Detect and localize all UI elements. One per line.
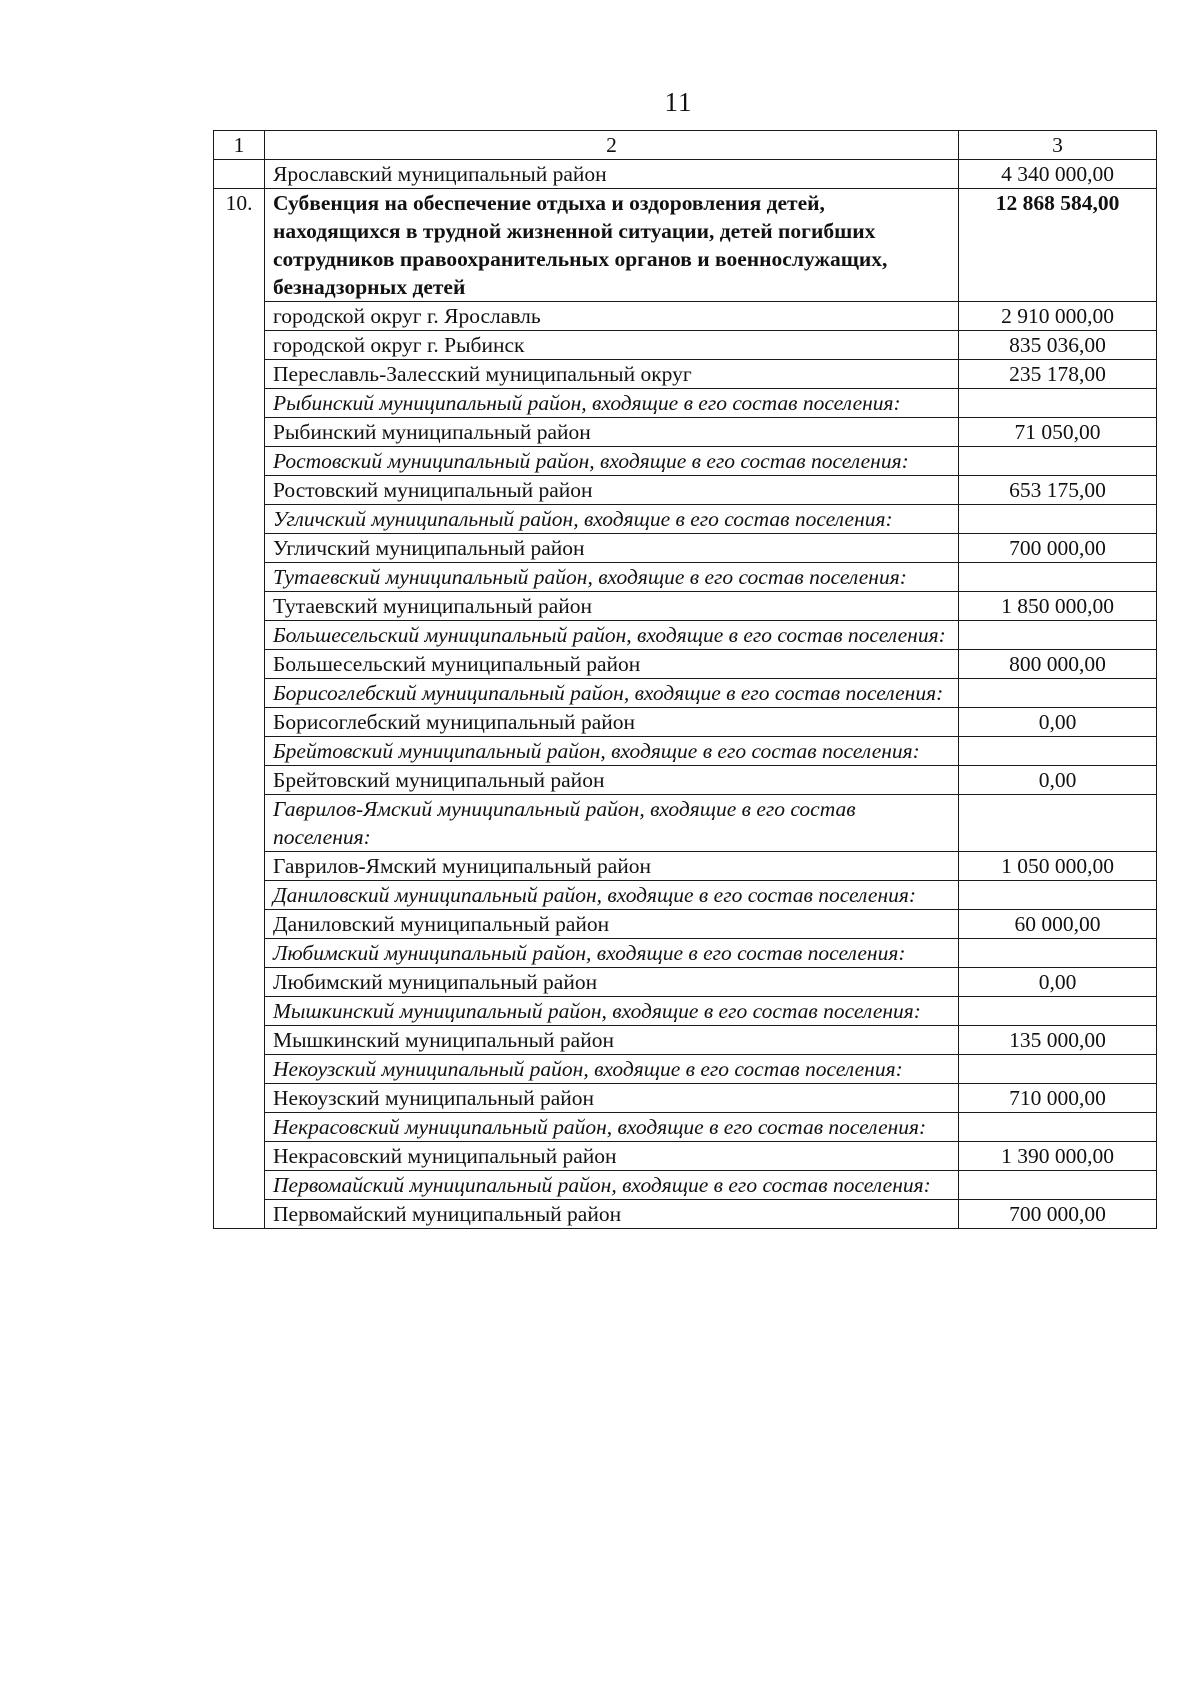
row-number-cell xyxy=(214,997,265,1026)
row-number-cell xyxy=(214,1171,265,1200)
group-heading-cell: Даниловский муниципальный район, входящие в его состав поселения: xyxy=(265,881,959,910)
row-number-cell xyxy=(214,766,265,795)
table-header-row xyxy=(214,131,1157,160)
amount-cell: 135 000,00 xyxy=(959,1026,1157,1055)
row-number-cell xyxy=(214,621,265,650)
group-heading-cell: Мышкинский муниципальный район, входящие в его состав поселения: xyxy=(265,997,959,1026)
amount-cell: 710 000,00 xyxy=(959,1084,1157,1113)
amount-cell xyxy=(959,737,1157,766)
district-name-cell: Переславль-Залесский муниципальный округ xyxy=(265,360,959,389)
amount-cell: 653 175,00 xyxy=(959,476,1157,505)
amount-cell: 800 000,00 xyxy=(959,650,1157,679)
amount-cell xyxy=(959,1113,1157,1142)
amount-cell: 835 036,00 xyxy=(959,331,1157,360)
row-number-cell xyxy=(214,708,265,737)
row-number-cell xyxy=(214,795,265,852)
row-number-cell xyxy=(214,302,265,331)
district-name-cell: Брейтовский муниципальный район xyxy=(265,766,959,795)
row-number-cell xyxy=(214,650,265,679)
table-row xyxy=(214,476,1157,505)
row-number-cell xyxy=(214,852,265,881)
amount-cell xyxy=(959,621,1157,650)
section-title-cell: Субвенция на обеспечение отдыха и оздоровления детей, находящихся в трудной жизненной ситуации, детей погибших сотрудников правоохранительных органов и военнослужащих, безнадзорных детей xyxy=(265,189,959,302)
amount-cell: 1 050 000,00 xyxy=(959,852,1157,881)
group-heading-cell: Некрасовский муниципальный район, входящие в его состав поселения: xyxy=(265,1113,959,1142)
amount-cell: 700 000,00 xyxy=(959,1200,1157,1229)
table-row xyxy=(214,389,1157,418)
group-heading-cell: Рыбинский муниципальный район, входящие в его состав поселения: xyxy=(265,389,959,418)
district-name-cell: Гаврилов-Ямский муниципальный район xyxy=(265,852,959,881)
table-row xyxy=(214,852,1157,881)
table-row xyxy=(214,939,1157,968)
amount-cell xyxy=(959,1055,1157,1084)
district-name-cell: Угличский муниципальный район xyxy=(265,534,959,563)
amount-cell: 700 000,00 xyxy=(959,534,1157,563)
row-number-cell xyxy=(214,563,265,592)
table-row xyxy=(214,795,1157,852)
row-number-cell xyxy=(214,968,265,997)
row-number-cell xyxy=(214,1055,265,1084)
amount-cell xyxy=(959,447,1157,476)
group-heading-cell: Гаврилов-Ямский муниципальный район, входящие в его состав поселения: xyxy=(265,795,959,852)
table-row xyxy=(214,534,1157,563)
group-heading-cell: Ростовский муниципальный район, входящие в его состав поселения: xyxy=(265,447,959,476)
row-number-cell xyxy=(214,1026,265,1055)
row-number-cell xyxy=(214,592,265,621)
amount-cell: 1 850 000,00 xyxy=(959,592,1157,621)
district-name-cell: Мышкинский муниципальный район xyxy=(265,1026,959,1055)
district-name-cell: Первомайский муниципальный район xyxy=(265,1200,959,1229)
district-name-cell: Ростовский муниципальный район xyxy=(265,476,959,505)
table-row xyxy=(214,563,1157,592)
amount-cell xyxy=(959,1171,1157,1200)
table-row xyxy=(214,1055,1157,1084)
district-name-cell: Даниловский муниципальный район xyxy=(265,910,959,939)
row-number-cell xyxy=(214,160,265,189)
district-name-cell: городской округ г. Ярославль xyxy=(265,302,959,331)
amount-cell: 0,00 xyxy=(959,766,1157,795)
table-row xyxy=(214,592,1157,621)
table-row xyxy=(214,1171,1157,1200)
district-name-cell: Некоузский муниципальный район xyxy=(265,1084,959,1113)
table-row xyxy=(214,621,1157,650)
group-heading-cell: Любимский муниципальный район, входящие в его состав поселения: xyxy=(265,939,959,968)
table-row xyxy=(214,331,1157,360)
table-row xyxy=(214,766,1157,795)
row-number-cell xyxy=(214,389,265,418)
row-number-cell xyxy=(214,534,265,563)
table-row xyxy=(214,360,1157,389)
amount-cell: 2 910 000,00 xyxy=(959,302,1157,331)
row-number-cell: 10. xyxy=(214,189,265,302)
table-row xyxy=(214,708,1157,737)
table-row xyxy=(214,650,1157,679)
column-header-amount: 3 xyxy=(959,131,1157,160)
row-number-cell xyxy=(214,1142,265,1171)
table-row xyxy=(214,160,1157,189)
district-name-cell: Тутаевский муниципальный район xyxy=(265,592,959,621)
group-heading-cell: Брейтовский муниципальный район, входящие в его состав поселения: xyxy=(265,737,959,766)
district-name-cell: Некрасовский муниципальный район xyxy=(265,1142,959,1171)
amount-cell xyxy=(959,997,1157,1026)
amount-cell xyxy=(959,939,1157,968)
district-name-cell: Любимский муниципальный район xyxy=(265,968,959,997)
group-heading-cell: Угличский муниципальный район, входящие в его состав поселения: xyxy=(265,505,959,534)
row-number-cell xyxy=(214,331,265,360)
table-row xyxy=(214,1200,1157,1229)
amount-cell: 12 868 584,00 xyxy=(959,189,1157,302)
row-number-cell xyxy=(214,1113,265,1142)
district-name-cell: Борисоглебский муниципальный район xyxy=(265,708,959,737)
table-row xyxy=(214,1084,1157,1113)
district-name-cell: Ярославский муниципальный район xyxy=(265,160,959,189)
column-header-number: 1 xyxy=(214,131,265,160)
group-heading-cell: Тутаевский муниципальный район, входящие в его состав поселения: xyxy=(265,563,959,592)
amount-cell: 71 050,00 xyxy=(959,418,1157,447)
group-heading-cell: Первомайский муниципальный район, входящие в его состав поселения: xyxy=(265,1171,959,1200)
row-number-cell xyxy=(214,476,265,505)
amount-cell xyxy=(959,389,1157,418)
amount-cell xyxy=(959,881,1157,910)
column-header-name: 2 xyxy=(265,131,959,160)
table-row xyxy=(214,505,1157,534)
table-row xyxy=(214,447,1157,476)
table-row xyxy=(214,737,1157,766)
row-number-cell xyxy=(214,679,265,708)
row-number-cell xyxy=(214,939,265,968)
district-name-cell: Рыбинский муниципальный район xyxy=(265,418,959,447)
amount-cell: 0,00 xyxy=(959,968,1157,997)
table-row xyxy=(214,679,1157,708)
table-row xyxy=(214,997,1157,1026)
row-number-cell xyxy=(214,1200,265,1229)
row-number-cell xyxy=(214,881,265,910)
district-name-cell: Большесельский муниципальный район xyxy=(265,650,959,679)
group-heading-cell: Большесельский муниципальный район, входящие в его состав поселения: xyxy=(265,621,959,650)
table-row xyxy=(214,189,1157,302)
row-number-cell xyxy=(214,737,265,766)
amount-cell xyxy=(959,795,1157,852)
amount-cell xyxy=(959,563,1157,592)
amount-cell xyxy=(959,679,1157,708)
amount-cell: 4 340 000,00 xyxy=(959,160,1157,189)
page-number: 11 xyxy=(664,87,693,117)
row-number-cell xyxy=(214,418,265,447)
table-row xyxy=(214,1142,1157,1171)
table-row xyxy=(214,968,1157,997)
group-heading-cell: Некоузский муниципальный район, входящие в его состав поселения: xyxy=(265,1055,959,1084)
row-number-cell xyxy=(214,505,265,534)
row-number-cell xyxy=(214,360,265,389)
table-row xyxy=(214,302,1157,331)
table-row xyxy=(214,910,1157,939)
row-number-cell xyxy=(214,910,265,939)
amount-cell xyxy=(959,505,1157,534)
budget-table xyxy=(213,130,1157,1229)
table-row xyxy=(214,1113,1157,1142)
row-number-cell xyxy=(214,1084,265,1113)
group-heading-cell: Борисоглебский муниципальный район, входящие в его состав поселения: xyxy=(265,679,959,708)
table-row xyxy=(214,881,1157,910)
amount-cell: 0,00 xyxy=(959,708,1157,737)
table-row xyxy=(214,1026,1157,1055)
table-row xyxy=(214,418,1157,447)
amount-cell: 1 390 000,00 xyxy=(959,1142,1157,1171)
amount-cell: 235 178,00 xyxy=(959,360,1157,389)
district-name-cell: городской округ г. Рыбинск xyxy=(265,331,959,360)
amount-cell: 60 000,00 xyxy=(959,910,1157,939)
row-number-cell xyxy=(214,447,265,476)
